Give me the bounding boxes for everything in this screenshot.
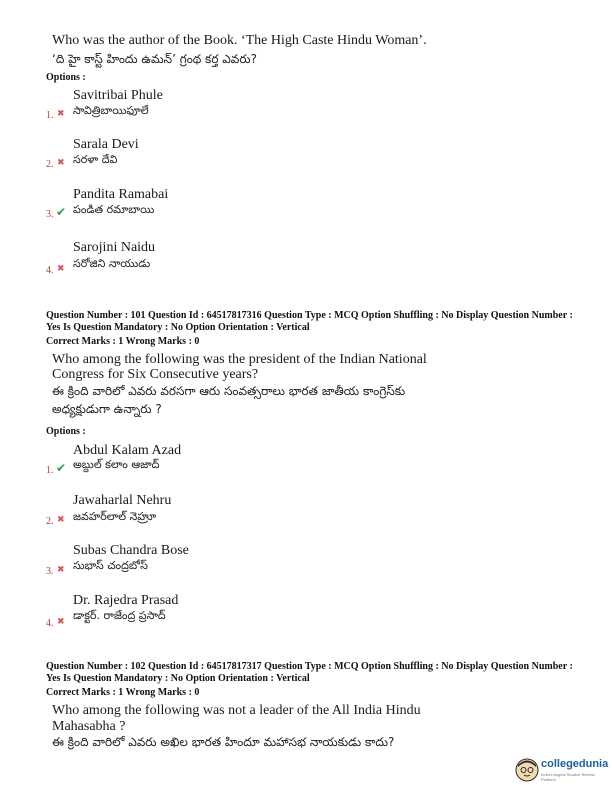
q100-option-1-te: సావిత్రిబాయిఫూలే xyxy=(73,104,149,117)
q101-meta-line-3: Correct Marks : 1 Wrong Marks : 0 xyxy=(46,336,200,347)
q100-option-2-number: 2. xyxy=(46,159,54,170)
q100-question-te: ‘ది హై కాస్ట్ హిందు ఉమన్’ గ్రంథ కర్త ఎవరు? xyxy=(52,52,257,66)
q101-option-4-number: 4. xyxy=(46,618,54,629)
q100-option-1-en: Savitribai Phule xyxy=(73,88,163,103)
q100-option-4-number: 4. xyxy=(46,265,54,276)
q100-options-label: Options : xyxy=(46,72,86,83)
wrong-mark-icon: ✖ xyxy=(57,515,65,525)
mascot-icon xyxy=(515,758,539,782)
q100-option-4-en: Sarojini Naidu xyxy=(73,240,156,255)
q101-option-4-te: డాక్టర్. రాజేంద్ర ప్రసాద్ xyxy=(73,609,166,622)
q100-option-2-en: Sarala Devi xyxy=(73,137,139,152)
q101-option-1-number: 1. xyxy=(46,465,54,476)
wrong-mark-icon: ✖ xyxy=(57,617,65,627)
q101-options-label: Options : xyxy=(46,426,86,437)
q100-option-3-number: 3. xyxy=(46,209,54,220)
q101-option-2-number: 2. xyxy=(46,516,54,527)
q101-question-te-line-2: అధ్యక్షుడుగా ఉన్నారు ? xyxy=(52,402,162,416)
q101-option-2-en: Jawaharlal Nehru xyxy=(73,493,172,508)
wrong-mark-icon: ✖ xyxy=(57,565,65,575)
q101-question-en-line-2: Congress for Six Consecutive years? xyxy=(52,367,259,382)
q100-option-3-en: Pandita Ramabai xyxy=(73,187,169,202)
logo-wordmark: collegedunia xyxy=(541,758,609,770)
q101-meta-line-1: Question Number : 101 Question Id : 64517817316 Question Type : MCQ Option Shuffling : No Display Question Number : xyxy=(46,310,573,321)
collegedunia-logo xyxy=(515,758,610,782)
q102-question-en-line-1: Who among the following was not a leader of the All India Hindu xyxy=(52,703,421,718)
wrong-mark-icon: ✖ xyxy=(57,158,65,168)
q101-option-3-en: Subas Chandra Bose xyxy=(73,543,189,558)
q101-option-3-te: సుభాస్ చంద్రబోస్ xyxy=(73,559,148,572)
q102-question-te-line-1: ఈ క్రింది వారిలో ఎవరు అఖిల భారత హిందూ మహాసభ నాయకుడు కాదు? xyxy=(52,735,395,749)
correct-check-icon: ✔ xyxy=(56,205,67,219)
wrong-mark-icon: ✖ xyxy=(57,264,65,274)
q101-option-2-te: జవహర్‌లాల్ నెహ్రూ xyxy=(73,510,157,523)
correct-check-icon: ✔ xyxy=(56,461,67,475)
q100-option-3-te: పండిత రమాబాయి xyxy=(73,203,155,216)
wrong-mark-icon: ✖ xyxy=(57,109,65,119)
q101-question-en-line-1: Who among the following was the president of the Indian National xyxy=(52,352,427,367)
logo-tagline: India's largest Student Review Platform xyxy=(541,772,595,782)
q101-option-4-en: Dr. Rajedra Prasad xyxy=(73,593,179,608)
q102-meta-line-3: Correct Marks : 1 Wrong Marks : 0 xyxy=(46,687,200,698)
q101-meta-line-2: Yes Is Question Mandatory : No Option Orientation : Vertical xyxy=(46,322,310,333)
q102-meta-line-2: Yes Is Question Mandatory : No Option Orientation : Vertical xyxy=(46,673,310,684)
q101-option-3-number: 3. xyxy=(46,566,54,577)
q101-option-1-en: Abdul Kalam Azad xyxy=(73,443,182,458)
q101-question-te-line-1: ఈ క్రింది వారిలో ఎవరు వరసగా ఆరు సంవత్సరాలు భారత జాతీయ కాంగ్రెస్‌కు xyxy=(52,384,406,398)
q102-meta-line-1: Question Number : 102 Question Id : 64517817317 Question Type : MCQ Option Shuffling : No Display Question Number : xyxy=(46,661,573,672)
q101-option-1-te: అబ్దుల్ కలాం ఆజాద్ xyxy=(73,458,160,471)
q100-option-1-number: 1. xyxy=(46,110,54,121)
q100-question-en: Who was the author of the Book. ‘The High Caste Hindu Woman’. xyxy=(52,33,427,48)
q100-option-4-te: సరోజిని నాయుడు xyxy=(73,257,151,270)
q100-option-2-te: సరళా దేవి xyxy=(73,153,118,166)
q102-question-en-line-2: Mahasabha ? xyxy=(52,719,126,734)
